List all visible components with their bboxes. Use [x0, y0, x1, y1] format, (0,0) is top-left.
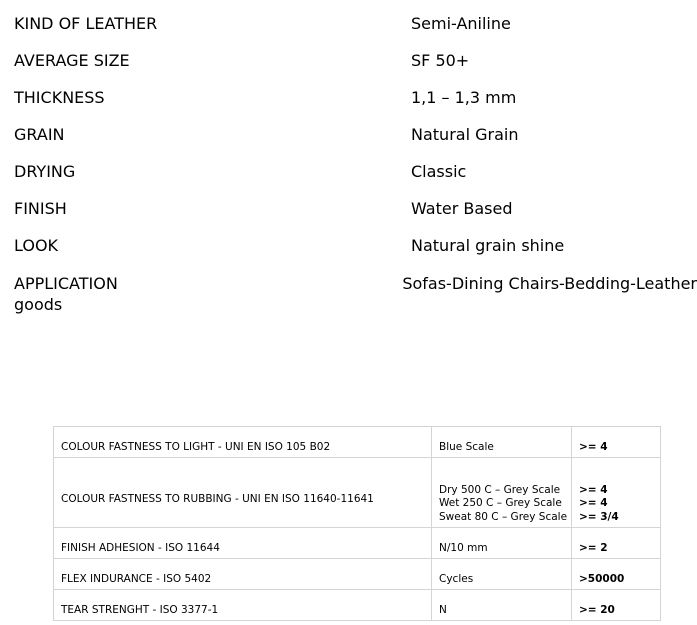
test-method: N: [432, 590, 572, 621]
test-name: TEAR STRENGHT - ISO 3377-1: [54, 590, 432, 621]
table-row: [54, 427, 661, 458]
method-line: Wet 250 C – Grey Scale: [439, 497, 562, 509]
spec-label: KIND OF LEATHER: [14, 14, 158, 33]
test-method: [432, 458, 572, 528]
spec-label: AVERAGE SIZE: [14, 51, 130, 70]
table-row: [54, 559, 661, 590]
spec-value: Classic: [411, 162, 467, 181]
test-result: >= 20: [572, 590, 661, 621]
spec-label: THICKNESS: [14, 88, 105, 107]
method-line: Dry 500 C – Grey Scale: [439, 483, 561, 496]
result-line: >= 4: [579, 497, 608, 509]
test-name: FLEX INDURANCE - ISO 5402: [54, 559, 432, 590]
spec-value: Natural Grain: [411, 125, 519, 144]
spec-list: [14, 14, 697, 332]
spec-value: Semi-Aniline: [411, 14, 511, 33]
test-result: >50000: [572, 559, 661, 590]
spec-value: SF 50+: [411, 51, 470, 70]
method-line: Sweat 80 C – Grey Scale: [439, 510, 568, 523]
test-name: FINISH ADHESION - ISO 11644: [54, 528, 432, 559]
table-row: [54, 590, 661, 621]
spec-row-finish: [14, 199, 697, 219]
spec-value: Natural grain shine: [411, 236, 565, 255]
spec-label-line: goods: [14, 295, 63, 314]
spec-row-thickness: [14, 88, 697, 108]
test-result: >= 4: [572, 427, 661, 458]
spec-row-drying: [14, 162, 697, 182]
test-method: N/10 mm: [432, 528, 572, 559]
test-method: Cycles: [432, 559, 572, 590]
test-result: [572, 458, 661, 528]
spec-row-application: [14, 273, 697, 315]
spec-value: 1,1 – 1,3 mm: [411, 88, 517, 107]
spec-row-grain: [14, 125, 697, 145]
result-line: >= 3/4: [579, 510, 619, 523]
test-method: Blue Scale: [432, 427, 572, 458]
spec-label: FINISH: [14, 199, 67, 218]
spec-row-kind: [14, 14, 697, 34]
result-line: >= 4: [579, 483, 608, 496]
test-result: >= 2: [572, 528, 661, 559]
test-name: COLOUR FASTNESS TO RUBBING - UNI EN ISO 11640-11641: [54, 458, 432, 528]
spec-row-look: [14, 236, 697, 256]
table-row: [54, 458, 661, 528]
test-results-table: [53, 426, 661, 621]
spec-label: [14, 273, 402, 315]
spec-label: DRYING: [14, 162, 76, 181]
spec-label: LOOK: [14, 236, 59, 255]
spec-value: Sofas-Dining Chairs-Bedding-Leather: [402, 274, 697, 293]
spec-label: GRAIN: [14, 125, 65, 144]
table-row: [54, 528, 661, 559]
spec-value: Water Based: [411, 199, 513, 218]
test-name: COLOUR FASTNESS TO LIGHT - UNI EN ISO 105 B02: [54, 427, 432, 458]
spec-row-size: [14, 51, 697, 71]
spec-label-line: APPLICATION: [14, 274, 118, 293]
